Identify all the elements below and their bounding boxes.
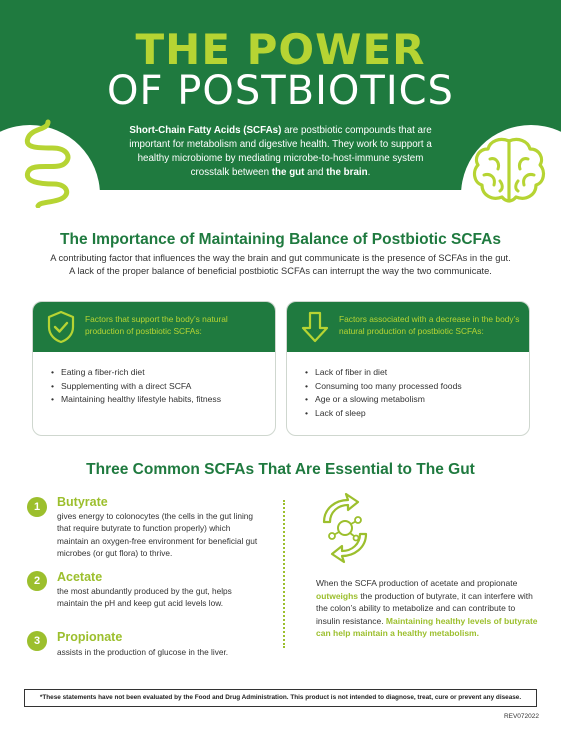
decrease-card-header <box>287 302 529 352</box>
importance-text <box>20 252 541 278</box>
intestine-icon <box>18 118 78 208</box>
molecule-cycle-icon <box>312 492 378 564</box>
list-item: • Eating a fiber-rich diet <box>51 366 275 380</box>
propionate-description: assists in the production of glucose in the liver. <box>57 647 229 657</box>
list-item: • Consuming too many processed foods <box>305 380 529 394</box>
propionate-name: Propionate <box>57 630 123 644</box>
list-item: • Lack of sleep <box>305 407 529 421</box>
importance-line-1: A contributing factor that influences the way the brain and gut communicate is the presence of SCFAs in the gut. <box>50 253 511 263</box>
support-factors-card <box>32 301 276 436</box>
list-item: • Supplementing with a direct SCFA <box>51 380 275 394</box>
list-item: • Maintaining healthy lifestyle habits, fitness <box>51 393 275 407</box>
side-text-a: When the SCFA production of acetate and propionate <box>316 578 518 588</box>
shield-check-icon <box>45 310 77 344</box>
importance-title: The Importance of Maintaining Balance of Postbiotic SCFAs <box>60 231 501 248</box>
acetate-name: Acetate <box>57 570 103 584</box>
number-badge-1: 1 <box>27 497 47 517</box>
list-item: • Age or a slowing metabolism <box>305 393 529 407</box>
decrease-factors-card <box>286 301 530 436</box>
intro-paragraph <box>120 124 441 180</box>
title-line-1: THE POWER <box>135 25 426 74</box>
revision-code: REV072022 <box>503 713 539 720</box>
acetate-description: the most abundantly produced by the gut, helps maintain the pH and keep gut acid levels low. <box>57 586 232 609</box>
importance-line-2: A lack of the proper balance of beneficial postbiotic SCFAs can interrupt the way the two communicate. <box>69 266 492 276</box>
intro-brain: the brain <box>326 167 368 178</box>
intro-end: . <box>367 167 371 178</box>
intro-gut: the gut <box>271 167 305 178</box>
fda-disclaimer: *These statements have not been evaluated by the Food and Drug Administration. This product is not intended to diagnose, treat, cure or prevent any disease. <box>24 689 537 707</box>
insulin-resistance-note <box>316 577 538 640</box>
butyrate-name: Butyrate <box>57 495 108 509</box>
intro-text: are postbiotic compounds that are important for metabolism and digestive health. They work to support a healthy microbiome by mediating microbe-to-host-immune system crosstalk between <box>129 125 432 178</box>
intro-and: and <box>304 167 327 178</box>
brain-icon <box>470 135 548 207</box>
number-badge-2: 2 <box>27 571 47 591</box>
intro-bold: Short-Chain Fatty Acids (SCFAs) <box>129 125 282 136</box>
title-line-2: OF POSTBIOTICS <box>107 68 454 114</box>
scfas-title: Three Common SCFAs That Are Essential to The Gut <box>86 461 475 478</box>
support-card-header <box>33 302 275 352</box>
side-highlight-butyrate: Maintaining healthy levels of butyrate can help maintain a healthy metabolism. <box>316 615 538 639</box>
list-item: • Lack of fiber in diet <box>305 366 529 380</box>
support-list <box>33 352 275 407</box>
dotted-divider <box>283 500 285 648</box>
decrease-card-heading: Factors associated with a decrease in the body’s natural production of postbiotic SCFAs: <box>339 314 520 336</box>
decrease-list <box>287 352 529 420</box>
side-text-b: the production of butyrate, it can interfere with the colon’s ability to metabolize and can contribute to insulin resistance. <box>316 590 533 626</box>
support-card-heading: Factors that support the body’s natural production of postbiotic SCFAs: <box>85 314 228 336</box>
down-arrow-icon <box>299 310 331 344</box>
side-highlight-outweighs: outweighs <box>316 590 359 601</box>
butyrate-description: gives energy to colonocytes (the cells in the gut lining that require butyrate to function properly) which maintain an oxygen-free environment for beneficial gut microbes (or gut flora) to thrive. <box>57 511 258 559</box>
number-badge-3: 3 <box>27 631 47 651</box>
